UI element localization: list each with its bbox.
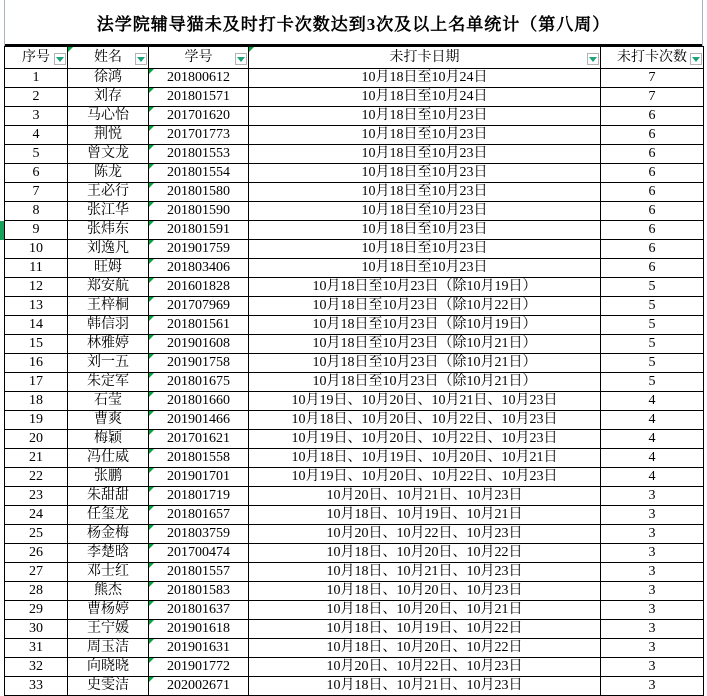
cell-count[interactable]: 6	[601, 221, 704, 240]
cell-seq[interactable]: 17	[5, 373, 68, 392]
cell-name[interactable]: 曹爽	[68, 411, 149, 430]
cell-seq[interactable]: 22	[5, 468, 68, 487]
cell-dates[interactable]: 10月18日、10月20日、10月21日	[249, 601, 601, 620]
cell-dates[interactable]: 10月18日至10月23日	[249, 240, 601, 259]
studentid-value: 201801590	[167, 203, 230, 218]
cell-name[interactable]: 荆悦	[68, 126, 149, 145]
error-flag-icon	[149, 544, 154, 549]
studentid-value: 201601828	[167, 279, 230, 294]
cell-dates[interactable]: 10月18日至10月24日	[249, 88, 601, 107]
error-flag-icon	[149, 202, 154, 207]
cell-dates[interactable]: 10月20日、10月22日、10月23日	[249, 525, 601, 544]
studentid-value: 201901758	[167, 355, 230, 370]
cell-seq[interactable]: 11	[5, 259, 68, 278]
filter-dropdown-icon[interactable]	[235, 53, 247, 65]
table-row	[5, 202, 704, 221]
cell-count[interactable]: 3	[601, 620, 704, 639]
studentid-value: 201901608	[167, 336, 230, 351]
error-flag-icon	[149, 183, 154, 188]
cell-dates[interactable]: 10月18日至10月23日	[249, 107, 601, 126]
table-row	[5, 639, 704, 658]
cell-dates[interactable]: 10月18日至10月23日	[249, 202, 601, 221]
cell-seq[interactable]: 7	[5, 183, 68, 202]
cell-seq[interactable]: 25	[5, 525, 68, 544]
cell-dates[interactable]: 10月18日至10月24日	[249, 69, 601, 88]
studentid-value: 201707969	[167, 298, 230, 313]
table-row	[5, 411, 704, 430]
cell-seq[interactable]: 27	[5, 563, 68, 582]
error-flag-icon	[149, 297, 154, 302]
cell-dates[interactable]: 10月20日、10月21日、10月23日	[249, 487, 601, 506]
cell-name[interactable]: 陈龙	[68, 164, 149, 183]
cell-name[interactable]: 梅颖	[68, 430, 149, 449]
error-flag-icon	[149, 126, 154, 131]
cell-count[interactable]: 3	[601, 677, 704, 696]
header-dates[interactable]	[249, 47, 601, 69]
studentid-value: 201801571	[167, 89, 230, 104]
cell-name[interactable]: 郑安航	[68, 278, 149, 297]
studentid-value: 201701773	[167, 127, 230, 142]
studentid-value: 201901631	[167, 640, 230, 655]
studentid-value: 201801675	[167, 374, 230, 389]
studentid-value: 201701621	[167, 431, 230, 446]
table-row	[5, 658, 704, 677]
cell-studentid[interactable]	[149, 240, 249, 259]
error-flag-icon	[149, 411, 154, 416]
cell-studentid[interactable]	[149, 69, 249, 88]
cell-name[interactable]: 向晓晓	[68, 658, 149, 677]
cell-seq[interactable]: 8	[5, 202, 68, 221]
cell-seq[interactable]: 24	[5, 506, 68, 525]
table-row	[5, 563, 704, 582]
studentid-value: 201801657	[167, 507, 230, 522]
table-row	[5, 544, 704, 563]
table-row	[5, 145, 704, 164]
cell-name[interactable]: 史雯洁	[68, 677, 149, 696]
cell-dates[interactable]: 10月18日、10月19日、10月20日、10月21日	[249, 449, 601, 468]
cell-dates[interactable]: 10月19日、10月20日、10月21日、10月23日	[249, 392, 601, 411]
cell-count[interactable]: 4	[601, 449, 704, 468]
cell-dates[interactable]: 10月18日至10月23日	[249, 259, 601, 278]
cell-studentid[interactable]	[149, 468, 249, 487]
error-flag-icon	[68, 47, 73, 52]
cell-studentid[interactable]	[149, 430, 249, 449]
studentid-value: 201801591	[167, 222, 230, 237]
cell-seq[interactable]: 21	[5, 449, 68, 468]
cell-studentid[interactable]	[149, 354, 249, 373]
cell-dates[interactable]: 10月18日、10月19日、10月21日	[249, 506, 601, 525]
studentid-value: 201801719	[167, 488, 230, 503]
cell-name[interactable]: 林雅婷	[68, 335, 149, 354]
cell-dates[interactable]: 10月19日、10月20日、10月22日、10月23日	[249, 468, 601, 487]
cell-seq[interactable]: 29	[5, 601, 68, 620]
cell-dates[interactable]: 10月18日、10月21日、10月23日	[249, 677, 601, 696]
cell-studentid[interactable]	[149, 620, 249, 639]
error-flag-icon	[149, 259, 154, 264]
error-flag-icon	[149, 240, 154, 245]
error-flag-icon	[149, 506, 154, 511]
cell-dates[interactable]: 10月18日至10月23日（除10月21日）	[249, 354, 601, 373]
cell-name[interactable]: 邓士红	[68, 563, 149, 582]
error-flag-icon	[149, 354, 154, 359]
table-row	[5, 278, 704, 297]
error-flag-icon	[249, 47, 254, 52]
cell-count[interactable]: 5	[601, 354, 704, 373]
studentid-value: 201801561	[167, 317, 230, 332]
cell-studentid[interactable]	[149, 316, 249, 335]
cell-studentid[interactable]	[149, 278, 249, 297]
cell-name[interactable]: 朱定军	[68, 373, 149, 392]
cell-count[interactable]: 4	[601, 468, 704, 487]
table-row	[5, 373, 704, 392]
studentid-value: 201801583	[167, 583, 230, 598]
cell-seq[interactable]: 2	[5, 88, 68, 107]
filter-dropdown-icon[interactable]	[135, 53, 147, 65]
cell-dates[interactable]: 10月18日至10月23日（除10月22日）	[249, 297, 601, 316]
error-flag-icon	[149, 525, 154, 530]
cell-count[interactable]: 5	[601, 278, 704, 297]
error-flag-icon	[149, 620, 154, 625]
adjacent-cell-marker	[0, 221, 4, 240]
cell-dates[interactable]: 10月18日、10月20日、10月22日、10月23日	[249, 411, 601, 430]
error-flag-icon	[149, 316, 154, 321]
table-row	[5, 335, 704, 354]
cell-name[interactable]: 熊杰	[68, 582, 149, 601]
table-row	[5, 677, 704, 696]
cell-count[interactable]: 4	[601, 411, 704, 430]
cell-count[interactable]: 6	[601, 202, 704, 221]
studentid-value: 201801554	[167, 165, 230, 180]
cell-name[interactable]: 张炜东	[68, 221, 149, 240]
studentid-value: 201801637	[167, 602, 230, 617]
cell-count[interactable]: 3	[601, 658, 704, 677]
filter-dropdown-icon[interactable]	[54, 53, 66, 65]
studentid-value: 201901618	[167, 621, 230, 636]
table-row	[5, 525, 704, 544]
cell-seq[interactable]: 10	[5, 240, 68, 259]
error-flag-icon	[149, 658, 154, 663]
cell-count[interactable]: 6	[601, 107, 704, 126]
cell-seq[interactable]: 14	[5, 316, 68, 335]
cell-count[interactable]: 5	[601, 335, 704, 354]
studentid-value: 201803406	[167, 260, 230, 275]
cell-studentid[interactable]	[149, 487, 249, 506]
cell-studentid[interactable]	[149, 88, 249, 107]
table-row	[5, 449, 704, 468]
studentid-value: 201801580	[167, 184, 230, 199]
error-flag-icon	[149, 582, 154, 587]
error-flag-icon	[149, 107, 154, 112]
table-row	[5, 240, 704, 259]
cell-studentid[interactable]	[149, 126, 249, 145]
studentid-value: 201901466	[167, 412, 230, 427]
filter-dropdown-icon[interactable]	[587, 53, 599, 65]
filter-dropdown-icon[interactable]	[690, 53, 702, 65]
header-name-label: 姓名	[94, 50, 122, 65]
cell-studentid[interactable]	[149, 525, 249, 544]
cell-studentid[interactable]	[149, 221, 249, 240]
cell-studentid[interactable]	[149, 449, 249, 468]
cell-count[interactable]: 5	[601, 373, 704, 392]
cell-count[interactable]: 5	[601, 297, 704, 316]
cell-count[interactable]: 4	[601, 392, 704, 411]
table-row	[5, 107, 704, 126]
error-flag-icon	[149, 677, 154, 682]
cell-dates[interactable]: 10月18日、10月20日、10月22日	[249, 544, 601, 563]
table-row	[5, 69, 704, 88]
cell-studentid[interactable]	[149, 183, 249, 202]
error-flag-icon	[149, 88, 154, 93]
table-body	[5, 69, 704, 696]
cell-count[interactable]: 3	[601, 506, 704, 525]
cell-seq[interactable]: 15	[5, 335, 68, 354]
cell-seq[interactable]: 19	[5, 411, 68, 430]
cell-seq[interactable]: 6	[5, 164, 68, 183]
error-flag-icon	[149, 601, 154, 606]
cell-name[interactable]: 任玺龙	[68, 506, 149, 525]
cell-count[interactable]: 3	[601, 582, 704, 601]
error-flag-icon	[149, 69, 154, 74]
cell-name[interactable]: 王梓桐	[68, 297, 149, 316]
cell-studentid[interactable]	[149, 145, 249, 164]
cell-count[interactable]: 7	[601, 88, 704, 107]
table-row	[5, 183, 704, 202]
studentid-value: 201801660	[167, 393, 230, 408]
error-flag-icon	[149, 335, 154, 340]
error-flag-icon	[149, 392, 154, 397]
studentid-value: 201801557	[167, 564, 230, 579]
table-row	[5, 354, 704, 373]
studentid-value: 201801553	[167, 146, 230, 161]
cell-seq[interactable]: 30	[5, 620, 68, 639]
cell-studentid[interactable]	[149, 639, 249, 658]
cell-name[interactable]: 冯仕威	[68, 449, 149, 468]
error-flag-icon	[149, 449, 154, 454]
header-seq-label: 序号	[22, 50, 50, 65]
cell-name[interactable]: 朱甜甜	[68, 487, 149, 506]
cell-studentid[interactable]	[149, 601, 249, 620]
cell-name[interactable]: 马心怡	[68, 107, 149, 126]
cell-seq[interactable]: 1	[5, 69, 68, 88]
cell-dates[interactable]: 10月18日、10月19日、10月22日	[249, 620, 601, 639]
cell-seq[interactable]: 20	[5, 430, 68, 449]
header-count[interactable]	[601, 47, 704, 69]
cell-name[interactable]: 曹杨婷	[68, 601, 149, 620]
cell-studentid[interactable]	[149, 544, 249, 563]
cell-name[interactable]: 王必行	[68, 183, 149, 202]
header-studentid[interactable]	[149, 47, 249, 69]
cell-count[interactable]: 3	[601, 525, 704, 544]
cell-studentid[interactable]	[149, 677, 249, 696]
cell-studentid[interactable]	[149, 658, 249, 677]
table-row	[5, 601, 704, 620]
error-flag-icon	[149, 563, 154, 568]
error-flag-icon	[149, 487, 154, 492]
cell-seq[interactable]: 28	[5, 582, 68, 601]
cell-name[interactable]: 周玉洁	[68, 639, 149, 658]
studentid-value: 201803759	[167, 526, 230, 541]
cell-name[interactable]: 刘一五	[68, 354, 149, 373]
header-seq[interactable]	[5, 47, 68, 69]
header-name[interactable]	[68, 47, 149, 69]
cell-dates[interactable]: 10月18日至10月23日	[249, 164, 601, 183]
error-flag-icon	[149, 639, 154, 644]
cell-seq[interactable]: 33	[5, 677, 68, 696]
header-studentid-label: 学号	[184, 50, 213, 65]
cell-name[interactable]: 石莹	[68, 392, 149, 411]
cell-name[interactable]: 刘逸凡	[68, 240, 149, 259]
cell-count[interactable]: 3	[601, 487, 704, 506]
studentid-value: 201701620	[167, 108, 230, 123]
header-dates-label: 未打卡日期	[389, 50, 460, 65]
cell-seq[interactable]: 31	[5, 639, 68, 658]
studentid-value: 201901759	[167, 241, 230, 256]
cell-seq[interactable]: 4	[5, 126, 68, 145]
cell-count[interactable]: 7	[601, 69, 704, 88]
cell-name[interactable]: 王宁媛	[68, 620, 149, 639]
table-row	[5, 316, 704, 335]
table-row	[5, 430, 704, 449]
cell-studentid[interactable]	[149, 335, 249, 354]
error-flag-icon	[149, 468, 154, 473]
cell-name[interactable]: 韩信羽	[68, 316, 149, 335]
cell-count[interactable]: 6	[601, 259, 704, 278]
table-row	[5, 221, 704, 240]
cell-dates[interactable]: 10月18日至10月23日（除10月21日）	[249, 335, 601, 354]
cell-seq[interactable]: 5	[5, 145, 68, 164]
cell-dates[interactable]: 10月18日至10月23日	[249, 145, 601, 164]
cell-studentid[interactable]	[149, 373, 249, 392]
table-row	[5, 468, 704, 487]
cell-studentid[interactable]	[149, 202, 249, 221]
cell-seq[interactable]: 26	[5, 544, 68, 563]
table-row	[5, 506, 704, 525]
table-row	[5, 620, 704, 639]
table-row	[5, 259, 704, 278]
table-row	[5, 392, 704, 411]
cell-name[interactable]: 李楚晗	[68, 544, 149, 563]
cell-dates[interactable]: 10月18日至10月23日（除10月19日）	[249, 316, 601, 335]
error-flag-icon	[149, 164, 154, 169]
studentid-value: 201901701	[167, 469, 230, 484]
cell-studentid[interactable]	[149, 107, 249, 126]
cell-seq[interactable]: 12	[5, 278, 68, 297]
studentid-value: 201901772	[167, 659, 230, 674]
cell-dates[interactable]: 10月18日、10月21日、10月23日	[249, 563, 601, 582]
table-row	[5, 164, 704, 183]
cell-count[interactable]: 3	[601, 601, 704, 620]
table-row	[5, 297, 704, 316]
cell-dates[interactable]: 10月18日至10月23日（除10月19日）	[249, 278, 601, 297]
cell-studentid[interactable]	[149, 506, 249, 525]
cell-studentid[interactable]	[149, 411, 249, 430]
studentid-value: 202002671	[167, 678, 230, 693]
cell-dates[interactable]: 10月18日至10月23日	[249, 183, 601, 202]
cell-count[interactable]: 6	[601, 145, 704, 164]
header-row	[5, 47, 704, 69]
cell-dates[interactable]: 10月18日至10月23日	[249, 221, 601, 240]
cell-dates[interactable]: 10月19日、10月20日、10月22日、10月23日	[249, 430, 601, 449]
cell-dates[interactable]: 10月18日、10月20日、10月22日	[249, 639, 601, 658]
table-row	[5, 582, 704, 601]
cell-dates[interactable]: 10月18日、10月20日、10月23日	[249, 582, 601, 601]
cell-studentid[interactable]	[149, 259, 249, 278]
table-row	[5, 88, 704, 107]
cell-studentid[interactable]	[149, 563, 249, 582]
cell-count[interactable]: 6	[601, 126, 704, 145]
studentid-value: 201700474	[167, 545, 230, 560]
cell-count[interactable]: 3	[601, 563, 704, 582]
error-flag-icon	[149, 373, 154, 378]
studentid-value: 201800612	[167, 70, 230, 85]
cell-count[interactable]: 3	[601, 544, 704, 563]
cell-name[interactable]: 杨金梅	[68, 525, 149, 544]
cell-seq[interactable]: 18	[5, 392, 68, 411]
cell-count[interactable]: 6	[601, 183, 704, 202]
cell-studentid[interactable]	[149, 392, 249, 411]
cell-seq[interactable]: 23	[5, 487, 68, 506]
cell-studentid[interactable]	[149, 297, 249, 316]
cell-name[interactable]: 旺姆	[68, 259, 149, 278]
cell-name[interactable]: 徐鸿	[68, 69, 149, 88]
cell-seq[interactable]: 9	[5, 221, 68, 240]
cell-name[interactable]: 张鹏	[68, 468, 149, 487]
cell-studentid[interactable]	[149, 582, 249, 601]
attendance-table	[4, 46, 704, 696]
error-flag-icon	[149, 221, 154, 226]
table-row	[5, 487, 704, 506]
error-flag-icon	[149, 430, 154, 435]
cell-count[interactable]: 6	[601, 240, 704, 259]
studentid-value: 201801558	[167, 450, 230, 465]
cell-dates[interactable]: 10月18日至10月23日（除10月21日）	[249, 373, 601, 392]
sheet-title: 法学院辅导猫未及时打卡次数达到3次及以上名单统计（第八周）	[5, 0, 702, 46]
cell-count[interactable]: 3	[601, 639, 704, 658]
cell-name[interactable]: 刘存	[68, 88, 149, 107]
header-count-label: 未打卡次数	[617, 50, 687, 65]
cell-studentid[interactable]	[149, 164, 249, 183]
cell-count[interactable]: 4	[601, 430, 704, 449]
cell-name[interactable]: 曾文龙	[68, 145, 149, 164]
cell-dates[interactable]: 10月20日、10月22日、10月23日	[249, 658, 601, 677]
cell-count[interactable]: 5	[601, 316, 704, 335]
error-flag-icon	[149, 145, 154, 150]
cell-seq[interactable]: 16	[5, 354, 68, 373]
cell-seq[interactable]: 3	[5, 107, 68, 126]
cell-seq[interactable]: 13	[5, 297, 68, 316]
table-row	[5, 126, 704, 145]
cell-count[interactable]: 6	[601, 164, 704, 183]
cell-name[interactable]: 张江华	[68, 202, 149, 221]
error-flag-icon	[149, 278, 154, 283]
cell-dates[interactable]: 10月18日至10月23日	[249, 126, 601, 145]
cell-seq[interactable]: 32	[5, 658, 68, 677]
